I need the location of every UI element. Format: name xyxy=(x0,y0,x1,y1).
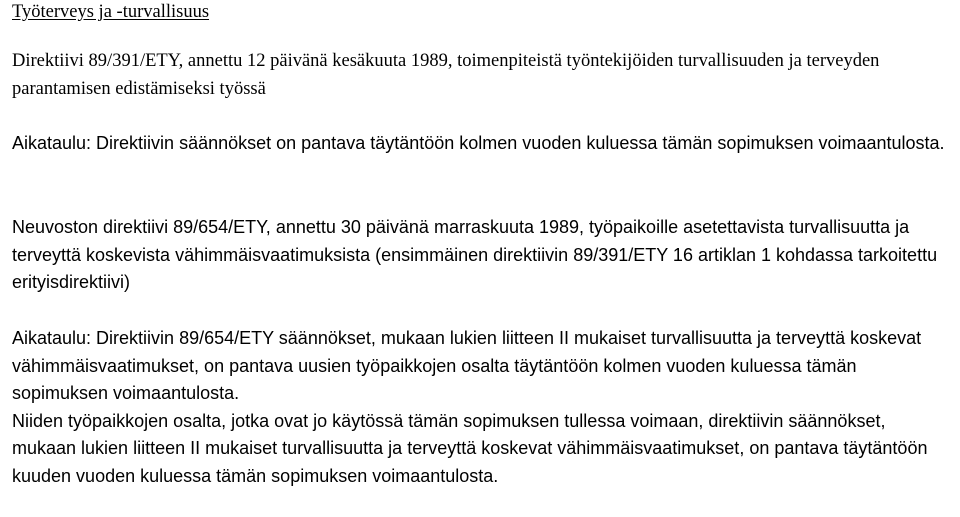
section-heading: Työterveys ja -turvallisuus xyxy=(12,2,210,22)
schedule-paragraph: Niiden työpaikkojen osalta, jotka ovat jo käytössä tämän sopimuksen tullessa voimaan, direktiivin säännökset, mukaan lukien liitteen II mukaiset turvallisuutta ja terveyttä koskevat vähimmäisvaatimukset, on pantava täytäntöön kuuden vuoden kuluessa tämän sopimuksen voimaantulosta. xyxy=(12,410,928,486)
directive-89-391-block xyxy=(12,48,948,103)
schedule-89-391-block xyxy=(12,130,948,158)
schedule-89-654-block xyxy=(12,325,948,490)
schedule-paragraph: Aikataulu: Direktiivin 89/654/ETY säännökset, mukaan lukien liitteen II mukaiset turvallisuutta ja terveyttä koskevat vähimmäisvaatimukset, on pantava uusien työpaikkojen osalta täytäntöön kolmen vuoden kuluessa tämän sopimuksen voimaantulosta. xyxy=(12,328,922,403)
directive-title-paragraph: Neuvoston direktiivi 89/654/ETY, annettu 30 päivänä marraskuuta 1989, työpaikoille asetettavista turvallisuutta ja terveyttä koskevista vähimmäisvaatimuksista (ensimmäinen direktiivin 89/391/ETY 16 artiklan 1 kohdassa tarkoitettu erityisdirektiivi) xyxy=(12,217,938,292)
directive-title-paragraph: Direktiivi 89/391/ETY, annettu 12 päivänä kesäkuuta 1989, toimenpiteistä työntekijöiden turvallisuuden ja terveyden parantamisen edistämiseksi työssä xyxy=(12,51,880,99)
schedule-paragraph: Aikataulu: Direktiivin säännökset on pantava täytäntöön kolmen vuoden kuluessa tämän sopimuksen voimaantulosta. xyxy=(12,133,945,153)
directive-89-654-block xyxy=(12,214,948,297)
